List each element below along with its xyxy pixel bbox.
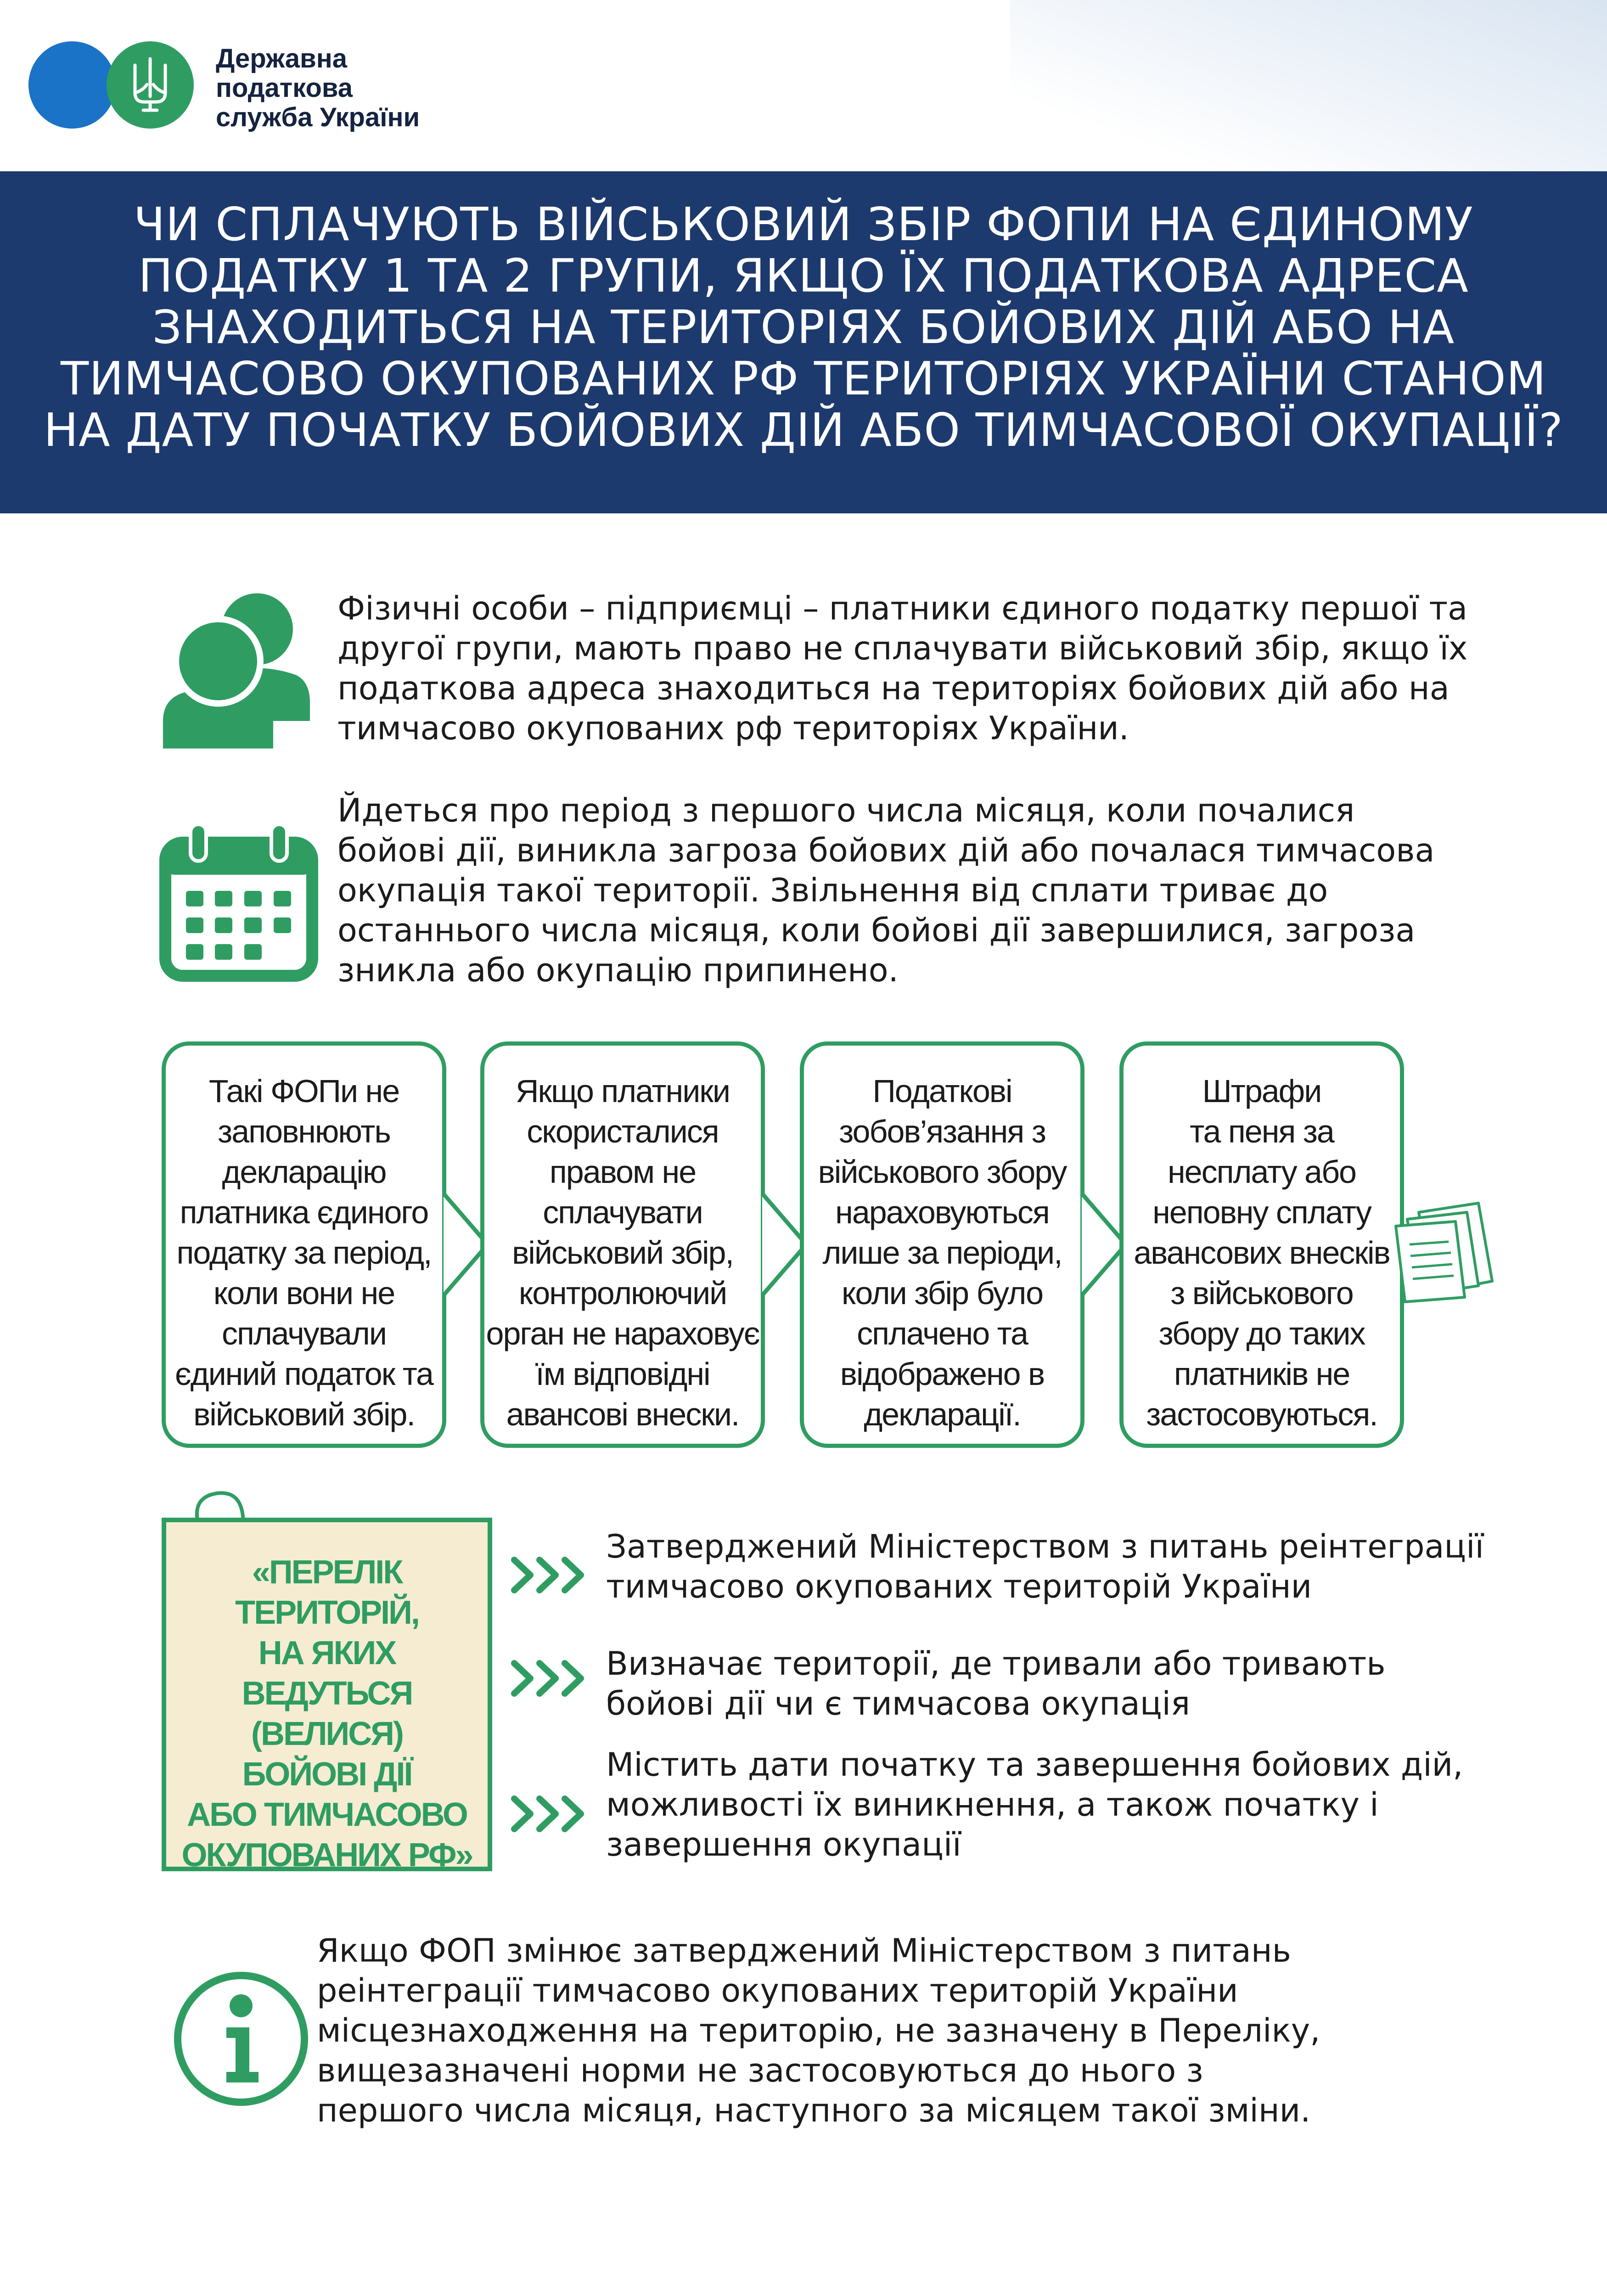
calendar-icon	[158, 822, 319, 983]
step-line: Податкові	[872, 1073, 1012, 1109]
step-line: військового збору	[818, 1154, 1067, 1190]
step-line: платника єдиного	[180, 1194, 428, 1230]
period-line: Йдеться про період з першого числа місяця, коли почалися	[337, 792, 1355, 829]
step-line: Такі ФОПи не	[208, 1073, 399, 1109]
step-line: авансові внески.	[506, 1396, 739, 1432]
bullet-line: бойові дії чи є тимчасова окупація	[606, 1685, 1191, 1722]
title-line: ЗНАХОДИТЬСЯ НА ТЕРИТОРІЯХ БОЙОВИХ ДІЙ АБО НА	[152, 300, 1455, 354]
period-text	[337, 791, 1434, 990]
step-line: декларацію	[222, 1154, 386, 1190]
note-title-line: ОКУПОВАНИХ РФ»	[181, 1837, 472, 1874]
step-line: відображено в	[840, 1356, 1045, 1392]
intro-line: Фізичні особи – підприємці – платники єдиного податку першої та	[337, 590, 1468, 627]
intro-line: податкова адреса знаходиться на територіях бойових дій або на	[337, 670, 1450, 707]
step-text	[804, 1071, 1080, 1435]
org-name-line: податкова	[216, 73, 353, 103]
note-title-line: ТЕРИТОРІЙ,	[235, 1594, 419, 1631]
period-line: останнього числа місяця, коли бойові дії завершилися, загроза	[337, 912, 1416, 949]
step-card-4	[1119, 1041, 1404, 1448]
title-line: ПОДАТКУ 1 ТА 2 ГРУПИ, ЯКЩО ЇХ ПОДАТКОВА АДРЕСА	[138, 249, 1469, 303]
bullet-item	[606, 1527, 1484, 1607]
step-line: лише за періоди,	[822, 1235, 1062, 1271]
info-line: першого числа місяця, наступного за місяцем такої зміни.	[317, 2092, 1311, 2129]
step-line: неповну сплату	[1152, 1194, 1371, 1230]
territory-list-card	[162, 1518, 492, 1874]
note-title-line: «ПЕРЕЛІК	[252, 1554, 402, 1591]
org-name-line: Державна	[216, 44, 347, 73]
step-line: декларації.	[864, 1396, 1021, 1432]
note-title-line: БОЙОВІ ДІЇ	[242, 1756, 412, 1793]
title-line: ЧИ СПЛАЧУЮТЬ ВІЙСЬКОВИЙ ЗБІР ФОПИ НА ЄДИНОМУ	[134, 197, 1473, 251]
step-card-2	[480, 1041, 765, 1448]
note-title-line: ВЕДУТЬСЯ	[242, 1675, 412, 1712]
period-line: зникла або окупацію припинено.	[337, 951, 899, 989]
step-line: сплачувати	[543, 1194, 702, 1230]
documents-icon	[1387, 1194, 1506, 1304]
step-line: Штрафи	[1202, 1073, 1321, 1109]
step-line: несплату або	[1168, 1154, 1356, 1190]
org-name-line: служба України	[216, 102, 420, 132]
title-line: ТИМЧАСОВО ОКУПОВАНИХ РФ ТЕРИТОРІЯХ УКРАЇНИ СТАНОМ	[61, 352, 1546, 405]
step-line: скористалися	[527, 1114, 719, 1149]
bullet-item	[606, 1644, 1386, 1724]
step-line: сплачували	[222, 1316, 386, 1351]
triple-chevron-icon	[510, 1793, 588, 1835]
page-title	[0, 199, 1607, 456]
logo-circle-blue	[28, 41, 116, 129]
bullet-item	[606, 1745, 1463, 1865]
step-text	[484, 1071, 761, 1435]
users-icon	[158, 583, 310, 753]
step-line: та пеня за	[1190, 1114, 1334, 1149]
triple-chevron-icon	[510, 1658, 588, 1699]
step-line: правом не	[549, 1154, 696, 1190]
step-line: авансових внесків	[1134, 1235, 1390, 1271]
step-line: з військового	[1170, 1275, 1353, 1311]
title-banner	[0, 171, 1607, 513]
step-line: заповнюють	[218, 1114, 390, 1149]
step-line: орган не нараховує	[486, 1316, 759, 1351]
org-name	[216, 44, 537, 132]
step-line: єдиний податок та	[175, 1356, 433, 1392]
info-text	[317, 1931, 1320, 2131]
info-line: місцезнаходження на територію, не зазначену в Переліку,	[317, 2012, 1320, 2049]
step-line: збору до таких	[1158, 1316, 1365, 1351]
info-line: вищезазначені норми не застосовуються до нього з	[317, 2052, 1203, 2089]
step-text	[166, 1071, 442, 1435]
step-card-3	[800, 1041, 1084, 1448]
step-line: військовий збір.	[193, 1396, 415, 1432]
header-background	[1010, 0, 1607, 174]
period-line: окупація такої території. Звільнення від сплати триває до	[337, 872, 1328, 909]
step-text	[1124, 1071, 1400, 1435]
intro-line: другої групи, мають право не сплачувати військовий збір, якщо їх	[337, 630, 1468, 667]
bullet-line: Затверджений Міністерством з питань реінтеграції	[606, 1528, 1484, 1565]
intro-text	[337, 589, 1467, 748]
intro-line: тимчасово окупованих рф територіях України.	[337, 709, 1129, 747]
bullet-line: можливості їх виникнення, а також початку і	[606, 1786, 1379, 1823]
info-line: Якщо ФОП змінює затверджений Міністерством з питань	[317, 1932, 1291, 1970]
bullet-line: завершення окупації	[606, 1826, 961, 1863]
note-title-line: АБО ТИМЧАСОВО	[187, 1796, 467, 1833]
step-line: застосовуються.	[1146, 1396, 1377, 1432]
bullet-line: Містить дати початку та завершення бойових дій,	[606, 1746, 1463, 1784]
step-card-1	[162, 1041, 446, 1448]
step-line: їм відповідні	[535, 1356, 710, 1392]
note-title	[166, 1552, 488, 1875]
info-line: реінтеграції тимчасово окупованих територій України	[317, 1972, 1238, 2009]
step-line: нараховуються	[835, 1194, 1049, 1230]
triple-chevron-icon	[510, 1554, 588, 1596]
bullet-line: Визначає території, де тривали або тривають	[606, 1645, 1386, 1683]
info-icon	[172, 1970, 310, 2108]
trident-icon	[107, 41, 194, 129]
title-line: НА ДАТУ ПОЧАТКУ БОЙОВИХ ДІЙ АБО ТИМЧАСОВОЇ ОКУПАЦІЇ?	[44, 403, 1563, 457]
period-line: бойові дії, виникла загроза бойових дій або почалася тимчасова	[337, 832, 1435, 869]
step-line: коли збір було	[841, 1275, 1043, 1311]
step-line: військовий збір,	[512, 1235, 733, 1271]
step-line: платників не	[1174, 1356, 1350, 1392]
step-line: сплачено та	[857, 1316, 1028, 1351]
step-line: контролюючий	[518, 1275, 727, 1311]
step-line: зобов’язання з	[839, 1114, 1045, 1149]
bullet-line: тимчасово окупованих територій України	[606, 1568, 1312, 1605]
note-title-line: (ВЕЛИСЯ)	[251, 1716, 403, 1752]
step-line: податку за період,	[176, 1235, 432, 1271]
note-title-line: НА ЯКИХ	[258, 1635, 396, 1671]
step-line: коли вони не	[213, 1275, 395, 1311]
step-line: Якщо платники	[515, 1073, 730, 1109]
